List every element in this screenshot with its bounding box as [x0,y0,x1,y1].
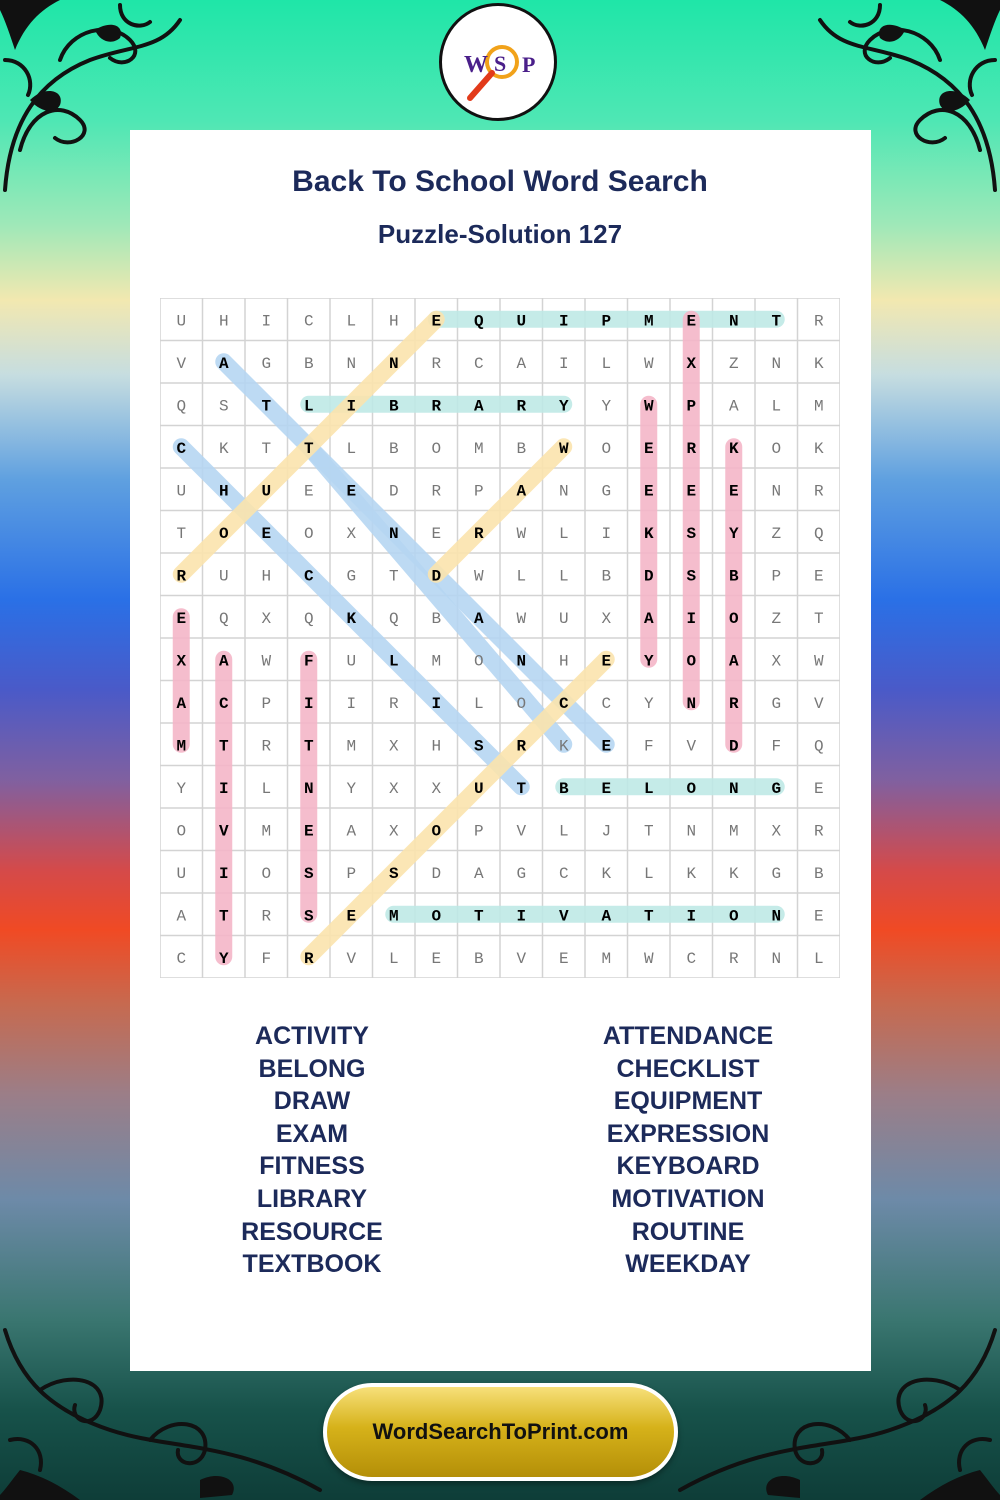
grid-letter: L [771,397,782,416]
grid-letter: Q [218,609,229,628]
grid-letter: F [261,949,272,968]
word-list-item: BELONG [258,1054,366,1083]
grid-letter: E [728,482,739,501]
grid-letter: B [601,567,612,586]
grid-letter: X [601,609,612,628]
grid-letter: H [388,312,399,331]
grid-letter: D [643,567,654,586]
grid-letter: B [813,864,824,883]
grid-letter: D [431,567,442,586]
grid-letter: R [431,397,442,416]
grid-letter: E [261,524,272,543]
grid-letter: L [346,312,357,331]
grid-letter: P [601,312,612,331]
grid-letter: D [431,864,442,883]
grid-letter: G [771,864,782,883]
grid-letter: F [303,652,314,671]
grid-letter: A [473,864,484,883]
grid-letter: N [771,354,782,373]
word-list-right [538,1020,838,1281]
grid-letter: T [303,737,314,756]
grid-letter: E [176,609,187,628]
grid-letter: X [431,779,442,798]
grid-letter: X [176,652,187,671]
grid-letter: P [473,482,484,501]
grid-letter: K [686,864,697,883]
grid-letter: K [558,737,569,756]
grid-letter: T [218,907,229,926]
grid-letter: H [218,482,229,501]
grid-letter: A [516,482,527,501]
grid-letter: M [728,822,739,841]
grid-letter: K [813,439,824,458]
grid-letter: U [218,567,229,586]
grid-letter: S [303,907,314,926]
grid-letter: L [813,949,824,968]
grid-letter: P [473,822,484,841]
grid-letter: W [473,567,484,586]
grid-letter: G [516,864,527,883]
grid-letter: N [686,694,697,713]
grid-letter: A [516,354,527,373]
grid-letter: I [261,312,272,331]
grid-letter: I [303,694,314,713]
grid-letter: E [346,482,357,501]
grid-letter: Y [176,779,187,798]
grid-letter: X [771,822,782,841]
grid-letter: R [728,694,739,713]
grid-letter: G [261,354,272,373]
grid-letter: U [261,482,272,501]
grid-letter: T [643,907,654,926]
grid-letter: F [771,737,782,756]
grid-letter: E [601,737,612,756]
grid-letter: I [346,694,357,713]
grid-letter: J [601,822,612,841]
grid-letter: Y [346,779,357,798]
grid-letter: E [813,567,824,586]
grid-letter: I [218,779,229,798]
wsp-logo [439,3,557,121]
grid-letter: T [261,397,272,416]
grid-letter: M [643,312,654,331]
grid-letter: S [686,524,697,543]
word-search-grid [160,298,840,978]
grid-letter: W [261,652,272,671]
word-list-item: WEEKDAY [625,1250,751,1279]
word-list-item: CHECKLIST [616,1054,760,1083]
grid-letter: R [388,694,399,713]
grid-letter: V [346,949,357,968]
grid-letter: L [303,397,314,416]
grid-letter: L [558,567,569,586]
grid-letter: O [686,779,697,798]
grid-letter: C [176,949,187,968]
word-list-item: ACTIVITY [255,1022,369,1050]
grid-letter: I [346,397,357,416]
grid-letter: I [218,864,229,883]
grid-letter: U [558,609,569,628]
grid-letter: U [176,312,187,331]
grid-letter: O [431,439,442,458]
grid-letter: A [176,694,187,713]
grid-letter: L [516,567,527,586]
grid-letter: U [516,312,527,331]
grid-letter: C [558,864,569,883]
grid-letter: V [176,354,187,373]
grid-letter: X [346,524,357,543]
grid-letter: T [303,439,314,458]
website-link-button[interactable] [323,1383,678,1481]
grid-letter: B [388,397,399,416]
grid-letter: C [176,439,187,458]
grid-letter: C [473,354,484,373]
grid-letter: U [176,864,187,883]
grid-letter: I [601,524,612,543]
grid-letter: E [303,482,314,501]
grid-letter: N [728,312,739,331]
grid-letter: E [558,949,569,968]
grid-letter: V [686,737,697,756]
grid-letter: H [558,652,569,671]
grid-letter: R [728,949,739,968]
grid-letter: R [813,482,824,501]
grid-letter: X [388,737,399,756]
grid-letter: X [261,609,272,628]
grid-letter: O [771,439,782,458]
grid-letter: Q [813,524,824,543]
grid-letter: K [728,439,739,458]
grid-letter: M [261,822,272,841]
grid-letter: R [303,949,314,968]
grid-letter: V [558,907,569,926]
grid-letter: N [686,822,697,841]
grid-letter: Q [473,312,484,331]
grid-letter: B [516,439,527,458]
grid-letter: A [473,397,484,416]
grid-letter: Z [728,354,739,373]
grid-letter: G [346,567,357,586]
grid-letter: M [431,652,442,671]
grid-letter: H [261,567,272,586]
grid-letter: Y [601,397,612,416]
grid-letter: T [176,524,187,543]
grid-letter: A [346,822,357,841]
grid-letter: O [261,864,272,883]
grid-letter: L [601,354,612,373]
grid-letter: A [601,907,612,926]
grid-letter: U [473,779,484,798]
grid-letter: I [516,907,527,926]
grid-letter: O [431,822,442,841]
grid-letter: T [813,609,824,628]
grid-letter: L [388,949,399,968]
grid-letter: E [686,482,697,501]
grid-letter: A [218,354,229,373]
word-list-item: DRAW [273,1087,351,1116]
grid-letter: R [176,567,187,586]
grid-letter: M [388,907,399,926]
grid-letter: S [388,864,399,883]
grid-letter: Q [303,609,314,628]
grid-letter: R [813,822,824,841]
grid-letter: E [601,652,612,671]
grid-letter: W [643,354,654,373]
page-title: Back To School Word Search [292,165,708,198]
word-list-item: FITNESS [259,1152,365,1181]
grid-letter: N [303,779,314,798]
grid-letter: K [346,609,357,628]
grid-letter: I [558,354,569,373]
grid-letter: V [218,822,229,841]
grid-letter: Y [728,524,739,543]
word-list-item: EXPRESSION [606,1119,770,1148]
grid-letter: S [218,397,229,416]
grid-letter: O [431,907,442,926]
grid-letter: F [643,737,654,756]
grid-letter: N [558,482,569,501]
grid-letter: E [431,524,442,543]
grid-letter: L [558,822,569,841]
grid-letter: H [431,737,442,756]
grid-letter: P [686,397,697,416]
grid-letter: R [686,439,697,458]
grid-letter: B [431,609,442,628]
grid-letter: Q [388,609,399,628]
grid-letter: C [558,694,569,713]
grid-letter: T [261,439,272,458]
grid-letter: A [176,907,187,926]
grid-letter: V [813,694,824,713]
grid-letter: G [771,779,782,798]
grid-letter: R [261,737,272,756]
word-list-item: ATTENDANCE [602,1022,774,1050]
logo-letter-s: S [494,51,507,76]
grid-letter: Y [218,949,229,968]
grid-letter: E [813,907,824,926]
word-list-item: LIBRARY [256,1184,368,1213]
grid-letter: T [516,779,527,798]
grid-letter: H [218,312,229,331]
grid-letter: P [771,567,782,586]
magnifier-icon [442,6,554,118]
grid-letter: O [218,524,229,543]
word-list-item: TEXTBOOK [242,1250,382,1279]
grid-letter: Y [558,397,569,416]
grid-letter: O [303,524,314,543]
grid-letter: I [686,907,697,926]
grid-letter: R [431,482,442,501]
grid-letter: Q [176,397,187,416]
grid-letter: W [643,397,654,416]
grid-letter: B [388,439,399,458]
grid-letter: R [813,312,824,331]
grid-letter: W [516,609,527,628]
grid-letter: X [686,354,697,373]
grid-letter: L [388,652,399,671]
grid-letter: T [388,567,399,586]
grid-letter: E [686,312,697,331]
grid-letter: X [771,652,782,671]
grid-letter: B [473,949,484,968]
grid-letter: M [176,737,187,756]
grid-letter: E [431,312,442,331]
grid-letter: B [303,354,314,373]
grid-letter: L [643,779,654,798]
grid-letter: T [473,907,484,926]
word-list-item: KEYBOARD [616,1152,760,1181]
grid-letter: K [218,439,229,458]
word-list-item: EXAM [275,1119,349,1148]
grid-letter: E [601,779,612,798]
grid-letter: E [303,822,314,841]
grid-letter: N [346,354,357,373]
word-list-item: RESOURCE [241,1217,383,1246]
grid-letter: T [643,822,654,841]
grid-letter: E [643,439,654,458]
grid-letter: A [473,609,484,628]
page-subtitle: Puzzle-Solution 127 [377,219,623,249]
grid-letter: S [473,737,484,756]
grid-letter: W [516,524,527,543]
grid-letter: L [558,524,569,543]
grid-letter: V [516,949,527,968]
word-list-item: MOTIVATION [611,1184,765,1213]
grid-letter: N [771,482,782,501]
grid-letter: A [728,397,739,416]
grid-letter: E [431,949,442,968]
grid-letter: N [771,907,782,926]
grid-letter: C [303,567,314,586]
grid-letter: I [686,609,697,628]
grid-letter: C [601,694,612,713]
grid-letter: R [431,354,442,373]
grid-letter: T [218,737,229,756]
grid-letter: C [303,312,314,331]
grid-letter: M [813,397,824,416]
grid-letter: O [516,694,527,713]
grid-letter: E [813,779,824,798]
grid-letter: N [516,652,527,671]
grid-letter: O [728,609,739,628]
website-link-label: WordSearchToPrint.com [372,1419,629,1444]
grid-letter: U [346,652,357,671]
grid-letter: I [558,312,569,331]
grid-letter: Z [771,524,782,543]
grid-letter: L [346,439,357,458]
grid-letter: M [601,949,612,968]
grid-letter: P [346,864,357,883]
word-list-item: EQUIPMENT [613,1087,763,1116]
grid-letter: K [601,864,612,883]
grid-letter: N [771,949,782,968]
grid-letter: T [771,312,782,331]
grid-letter: C [218,694,229,713]
grid-letter: Y [643,652,654,671]
grid-letter: R [516,737,527,756]
grid-letter: M [346,737,357,756]
grid-letter: K [813,354,824,373]
grid-letter: E [643,482,654,501]
grid-letter: O [473,652,484,671]
grid-letter: R [261,907,272,926]
grid-letter: A [643,609,654,628]
grid-letter: K [728,864,739,883]
grid-letter: W [643,949,654,968]
grid-letter: E [346,907,357,926]
grid-letter: N [388,524,399,543]
grid-letter: B [728,567,739,586]
grid-letter: S [686,567,697,586]
logo-letter-w: W [464,52,488,78]
grid-letter: K [643,524,654,543]
grid-letter: X [388,779,399,798]
grid-letter: V [516,822,527,841]
grid-letter: A [218,652,229,671]
grid-letter: O [686,652,697,671]
grid-letter: U [176,482,187,501]
grid-letter: X [388,822,399,841]
grid-letter: S [303,864,314,883]
grid-letter: N [728,779,739,798]
grid-letter: I [431,694,442,713]
grid-letter: M [473,439,484,458]
grid-letter: Q [813,737,824,756]
grid-letter: N [388,354,399,373]
grid-letter: L [261,779,272,798]
grid-letter: C [686,949,697,968]
logo-letter-p: P [522,52,536,77]
grid-letter: P [261,694,272,713]
grid-letter: A [728,652,739,671]
grid-letter: D [388,482,399,501]
grid-letter: O [601,439,612,458]
grid-letter: G [771,694,782,713]
grid-letter: O [176,822,187,841]
grid-letter: Y [643,694,654,713]
grid-letter: W [558,439,569,458]
word-list-item: ROUTINE [631,1217,745,1246]
word-list-left [162,1020,462,1281]
grid-letter: W [813,652,824,671]
grid-letter: D [728,737,739,756]
grid-letter: R [473,524,484,543]
grid-letter: Z [771,609,782,628]
grid-letter: O [728,907,739,926]
grid-letter: L [643,864,654,883]
grid-letter: B [558,779,569,798]
grid-letter: R [516,397,527,416]
grid-letter: G [601,482,612,501]
grid-letter: L [473,694,484,713]
